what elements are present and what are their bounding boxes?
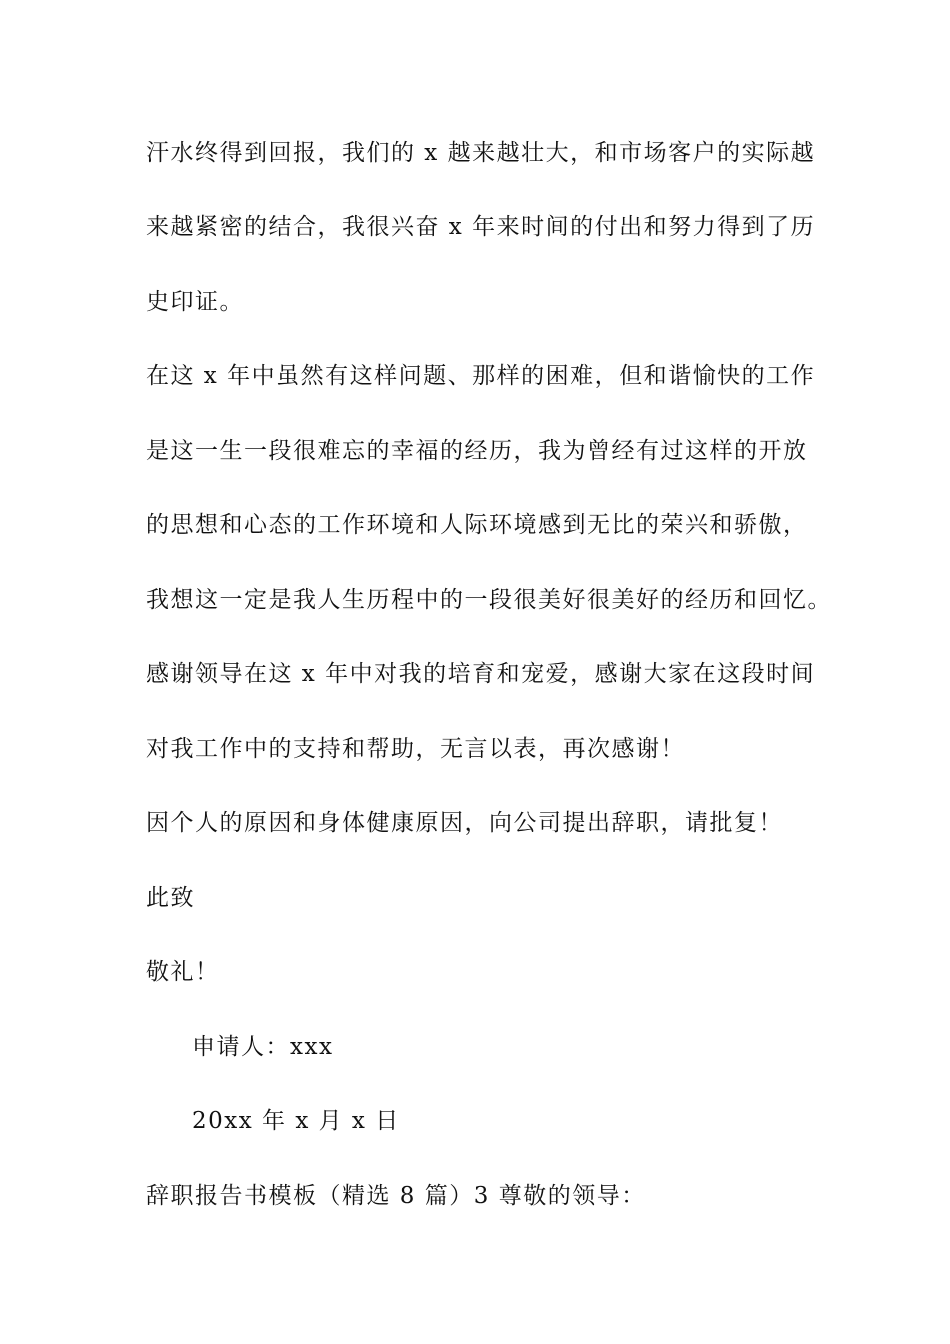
text-line: 感谢领导在这 x 年中对我的培育和宠爱，感谢大家在这段时间 [146, 661, 816, 687]
closing-salutation: 此致 [146, 885, 195, 911]
text-line: 来越紧密的结合，我很兴奋 x 年来时间的付出和努力得到了历 [146, 214, 816, 240]
text-line: 史印证。 [146, 289, 244, 315]
text-line: 在这 x 年中虽然有这样问题、那样的困难，但和谐愉快的工作 [146, 363, 816, 389]
text-line: 对我工作中的支持和帮助，无言以表，再次感谢！ [146, 736, 685, 762]
applicant-signature: 申请人：xxx [192, 1034, 334, 1060]
text-line: 是这一生一段很难忘的幸福的经历，我为曾经有过这样的开放 [146, 438, 808, 464]
signature-date: 20xx 年 x 月 x 日 [192, 1108, 400, 1134]
text-line: 我想这一定是我人生历程中的一段很美好很美好的经历和回忆。 [146, 587, 832, 613]
text-line: 的思想和心态的工作环境和人际环境感到无比的荣兴和骄傲， [146, 512, 808, 538]
section-heading: 辞职报告书模板（精选 8 篇）3 尊敬的领导： [146, 1183, 646, 1209]
text-line: 因个人的原因和身体健康原因，向公司提出辞职，请批复！ [146, 810, 783, 836]
closing-regards: 敬礼！ [146, 959, 220, 985]
text-line: 汗水终得到回报，我们的 x 越来越壮大，和市场客户的实际越 [146, 140, 816, 166]
